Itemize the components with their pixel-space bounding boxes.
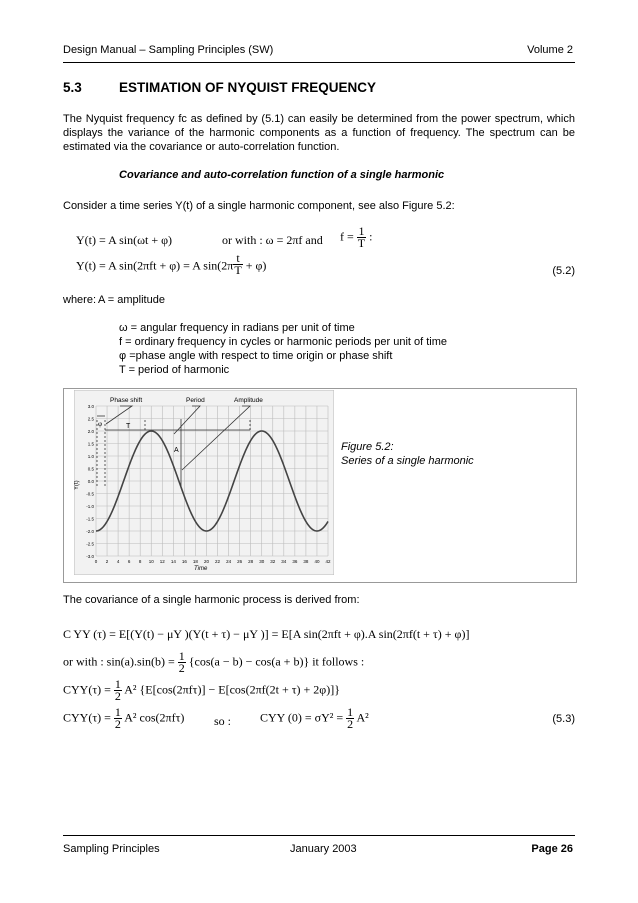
x-tick-label: 6 xyxy=(127,559,131,564)
frac-num: t xyxy=(233,253,242,265)
where-item: ω = angular frequency in radians per unit of time xyxy=(119,322,355,334)
x-tick-label: 26 xyxy=(237,559,243,564)
y-tick-label: -2.0 xyxy=(86,529,94,534)
frac-den: 2 xyxy=(114,717,121,731)
equation-2-number: (5.2) xyxy=(552,265,575,277)
frac-num: 1 xyxy=(114,705,121,719)
equation-6-rhs-lead: CYY (0) = σY² = xyxy=(260,710,344,725)
x-tick-label: 4 xyxy=(116,559,120,564)
y-tick-label: 2.5 xyxy=(87,416,94,422)
y-tick-label: -1.0 xyxy=(86,504,94,509)
x-tick-label: 0 xyxy=(94,559,98,564)
frac-den: 2 xyxy=(347,717,354,731)
y-tick-label: 3.0 xyxy=(87,404,94,409)
equation-4-rest: {cos(a − b) − cos(a + b)} it follows : xyxy=(188,654,365,669)
frac-num: 1 xyxy=(114,677,121,691)
y-tick-label: -2.5 xyxy=(86,541,94,547)
x-tick-label: 32 xyxy=(270,559,276,564)
fraction-1-over-T xyxy=(357,226,366,249)
frac-den: 2 xyxy=(178,661,185,675)
intro-paragraph: The Nyquist frequency fc as defined by (5.1) can easily be determined from the power spectrum, which displays the variance of the harmonic components as a function of frequency. The spectrum can be estimated via the covariance or auto-correlation function. xyxy=(63,113,575,153)
equation-5-lead: CYY(τ) = xyxy=(63,682,111,697)
equation-4-lead: or with : sin(a).sin(b) = xyxy=(63,654,175,669)
x-tick-label: 8 xyxy=(138,559,142,564)
header-right: Volume 2 xyxy=(527,44,573,56)
footer-center: January 2003 xyxy=(290,843,357,855)
figure-caption-text: Series of a single harmonic xyxy=(341,455,474,467)
x-tick-label: 28 xyxy=(248,559,254,564)
where-item: φ =phase angle with respect to time origin or phase shift xyxy=(119,350,393,362)
y-tick-label: -1.5 xyxy=(86,516,94,522)
equation-5 xyxy=(63,679,340,702)
x-tick-label: 30 xyxy=(259,559,265,564)
footer-rule xyxy=(63,835,575,836)
label-phi: φ xyxy=(98,420,103,428)
x-tick-label: 16 xyxy=(181,559,187,564)
where-lead: where: xyxy=(63,294,97,306)
section-title: ESTIMATION OF NYQUIST FREQUENCY xyxy=(119,80,377,95)
equation-2-part2: + φ) xyxy=(245,258,267,273)
equation-1-left: Y(t) = A sin(ωt + φ) xyxy=(76,233,173,247)
x-tick-label: 34 xyxy=(281,559,287,564)
subheading: Covariance and auto-correlation function of a single harmonic xyxy=(119,169,445,181)
equation-5-rest: A² {E[cos(2πfτ)] − E[cos(2πf(2t + τ) + 2φ)]} xyxy=(124,682,340,697)
y-tick-label: -3.0 xyxy=(86,554,94,559)
y-tick-label: 2.0 xyxy=(87,429,94,434)
x-tick-label: 24 xyxy=(226,559,232,564)
equation-6-left xyxy=(63,707,184,730)
fraction-half xyxy=(346,707,354,730)
frac-den: T xyxy=(357,236,366,250)
header-left: Design Manual – Sampling Principles (SW) xyxy=(63,44,274,56)
section-number: 5.3 xyxy=(63,80,82,95)
equation-2-part1: Y(t) = A sin(2πft + φ) = A sin(2π xyxy=(76,258,234,273)
frac-num: 1 xyxy=(178,649,185,663)
x-axis-label: Time xyxy=(194,566,208,572)
equation-2 xyxy=(76,251,267,277)
equation-6-so: so : xyxy=(214,714,232,728)
equation-6-rest: A² cos(2πfτ) xyxy=(124,710,185,725)
y-tick-label: -0.5 xyxy=(86,491,94,497)
frac-den: T xyxy=(234,263,242,277)
label-T: T xyxy=(126,423,131,430)
frac-num: 1 xyxy=(358,224,365,238)
equation-6-number: (5.3) xyxy=(552,713,575,725)
where-item: T = period of harmonic xyxy=(119,364,230,376)
y-tick-label: 0.0 xyxy=(87,479,94,484)
harmonic-chart xyxy=(74,390,334,575)
x-tick-label: 14 xyxy=(170,559,176,564)
fraction-half xyxy=(178,651,186,674)
y-tick-label: 1.0 xyxy=(87,454,94,459)
x-tick-label: 20 xyxy=(203,559,209,564)
fraction-t-over-T xyxy=(233,253,242,276)
x-tick-label: 22 xyxy=(215,559,221,564)
x-tick-label: 36 xyxy=(292,559,298,564)
frac-den: 2 xyxy=(114,689,121,703)
header-rule xyxy=(63,62,575,63)
equation-6-lead: CYY(τ) = xyxy=(63,710,111,725)
colon: : xyxy=(369,229,373,244)
y-axis-label: Y(t) xyxy=(74,480,80,490)
x-tick-label: 40 xyxy=(314,559,320,564)
x-tick-label: 2 xyxy=(105,559,109,564)
label-period: Period xyxy=(186,397,205,404)
footer-right: Page 26 xyxy=(531,843,573,855)
x-tick-label: 18 xyxy=(192,559,198,564)
footer-left: Sampling Principles xyxy=(63,843,160,855)
where-item: f = ordinary frequency in cycles or harmonic periods per unit of time xyxy=(119,336,448,348)
equation-6-rhs-end: A² xyxy=(356,710,369,725)
equation-3: C YY (τ) = E[(Y(t) − μY )(Y(t + τ) − μY )] = E[A sin(2πft + φ).A sin(2πf(t + τ) + φ)] xyxy=(63,627,470,641)
y-tick-label: 0.5 xyxy=(87,466,94,472)
fraction-half xyxy=(114,679,122,702)
equation-6-right xyxy=(260,707,369,730)
equation-1-middle: or with : ω = 2πf and xyxy=(222,233,323,247)
label-phase-shift: Phase shift xyxy=(110,397,143,404)
equation-4 xyxy=(63,651,364,674)
x-tick-label: 10 xyxy=(148,559,154,564)
frac-num: 1 xyxy=(347,705,354,719)
y-tick-label: 1.5 xyxy=(87,441,94,447)
consider-text: Consider a time series Y(t) of a single harmonic component, see also Figure 5.2: xyxy=(63,200,455,212)
fraction-half xyxy=(114,707,122,730)
label-A: A xyxy=(174,447,179,454)
x-tick-label: 38 xyxy=(303,559,309,564)
x-tick-label: 12 xyxy=(159,559,165,564)
covariance-text: The covariance of a single harmonic process is derived from: xyxy=(63,594,360,606)
label-amplitude: Amplitude xyxy=(234,397,263,404)
equation-1-f xyxy=(340,226,372,249)
x-tick-label: 42 xyxy=(325,559,331,564)
where-first: A = amplitude xyxy=(98,294,165,306)
f-label: f = xyxy=(340,229,354,244)
figure-caption-title: Figure 5.2: xyxy=(341,441,394,453)
